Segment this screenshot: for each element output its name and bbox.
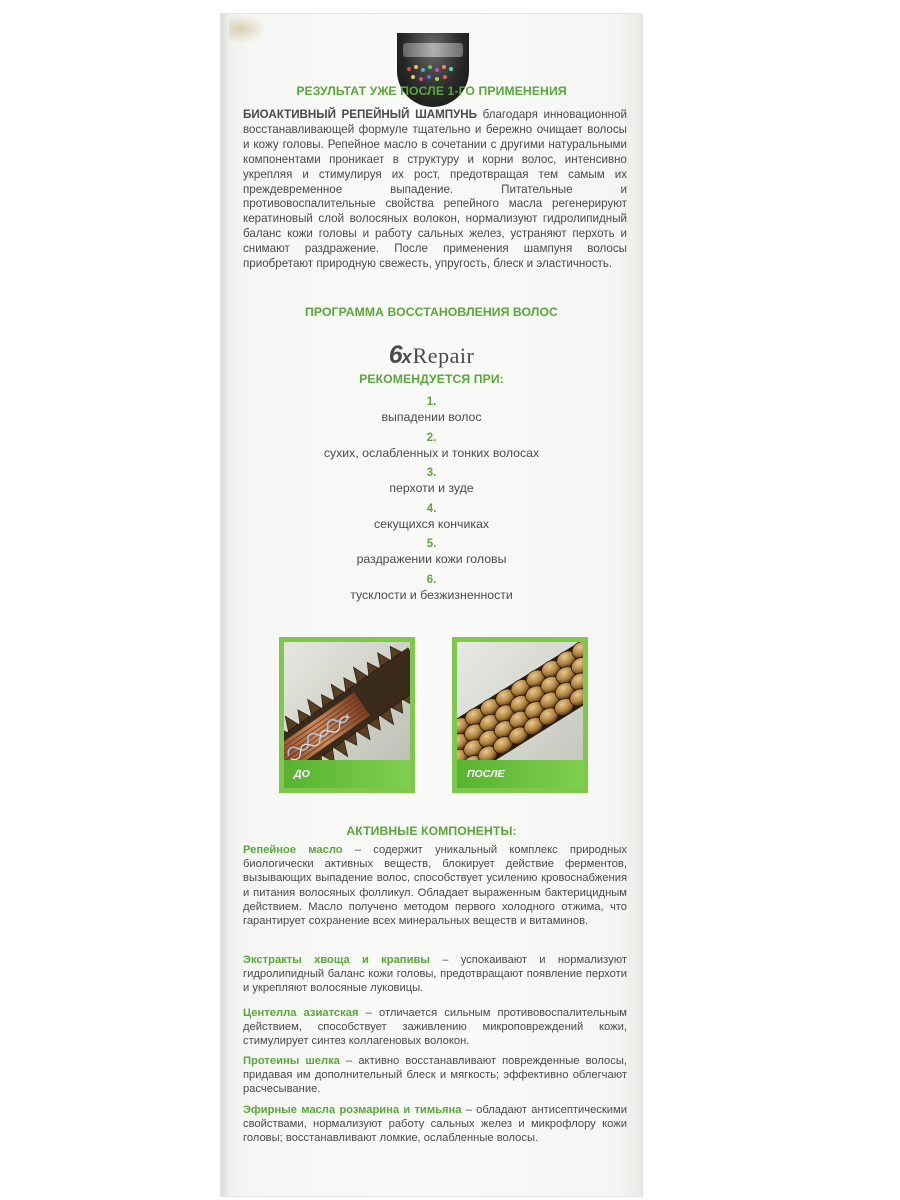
list-item-text: выпадении волос bbox=[381, 410, 482, 424]
result-heading: РЕЗУЛЬТАТ УЖЕ ПОСЛЕ 1-ГО ПРИМЕНЕНИЯ bbox=[296, 84, 567, 98]
intro-lead: БИОАКТИВНЫЙ РЕПЕЙНЫЙ ШАМПУНЬ bbox=[243, 108, 477, 121]
recommended-heading: РЕКОМЕНДУЕТСЯ ПРИ: bbox=[359, 372, 504, 386]
list-item-text: секущихся кончиках bbox=[374, 516, 489, 531]
box-top-mark bbox=[229, 14, 267, 44]
list-item-text: перхоти и зуде bbox=[389, 481, 474, 496]
component-text: – обладают антисептическими свойствами, нормализуют работу сальных желез и микрофлору кожи головы; восстанавливают ломкие, ослабленные волосы. bbox=[243, 1104, 627, 1145]
component-name: Центелла азиатская bbox=[243, 1007, 359, 1019]
after-hair-image bbox=[452, 637, 588, 793]
intro-body: благодаря инновационной восстанавливающей формуле тщательно и бережно очищает волосы и кожу головы. Репейное масло в сочетании с другими натуральными компонентами проникает в структуру и корни волос, интенсивно укрепляя и стимулируя их рост, предотвращая тем самым их преждевременное выпадение. Питательные и противовоспалительные свойства репейного масла регенерируют кератиновый слой волосяных волокон, нормализуют гидролипидный баланс кожи головы и работу сальных желез, устраняют перхоть и снимают раздражение. После применения шампуня волосы приобретают природную свежесть, упругость, блеск и эластичность. bbox=[243, 108, 627, 271]
list-item bbox=[221, 537, 642, 573]
hologram-dots bbox=[407, 65, 459, 85]
list-item bbox=[221, 431, 642, 467]
component-name: Протеины шелка bbox=[243, 1055, 340, 1067]
component-centella bbox=[243, 1006, 627, 1049]
components-heading: АКТИВНЫЕ КОМПОНЕНТЫ: bbox=[346, 824, 517, 838]
six-x-repair-logo: 6xRepair bbox=[388, 341, 475, 369]
product-box-back bbox=[221, 14, 642, 1196]
component-name: Репейное масло bbox=[243, 844, 343, 856]
component-name: Экстракты хвоща и крапивы bbox=[243, 954, 430, 966]
component-text: – активно восстанавливают поврежденные волосы, придавая им дополнительный блеск и мягкость; эффективно облегчают расчесывание. bbox=[243, 1055, 628, 1096]
after-label: ПОСЛЕ bbox=[457, 760, 583, 788]
list-item-number: 2. bbox=[426, 431, 437, 444]
before-label: ДО bbox=[284, 760, 410, 788]
list-item-text: раздражении кожи головы bbox=[356, 552, 507, 567]
list-item-number: 6. bbox=[426, 573, 437, 586]
list-item-text: тусклости и безжизненности bbox=[350, 587, 513, 602]
list-item bbox=[221, 466, 642, 502]
component-text: – содержит уникальный комплекс природных биологически активных веществ, блокирует действие ферментов, вызывающих выпадение волос, способствует усилению кровоснабжения и питания волосяных фолликул. Обладает выраженным бактерицидным действием. Масло получено методом первого холодного отжима, что гарантирует сохранение всех минеральных веществ и витаминов. bbox=[243, 844, 627, 928]
list-item bbox=[221, 502, 642, 538]
before-hair-image bbox=[279, 637, 415, 793]
list-item bbox=[221, 573, 642, 609]
list-item-number: 5. bbox=[426, 538, 437, 551]
hologram-stripe bbox=[403, 43, 463, 57]
list-item-text: сухих, ослабленных и тонких волосах bbox=[323, 445, 540, 460]
recommendation-list bbox=[221, 395, 642, 609]
list-item-number: 3. bbox=[426, 467, 437, 480]
component-essential-oils bbox=[243, 1103, 627, 1146]
list-item-number: 1. bbox=[426, 396, 437, 408]
component-name: Эфирные масла розмарина и тимьяна bbox=[243, 1104, 462, 1116]
component-text: – успокаивают и нормализуют гидролипидный баланс кожи головы, предотвращают появление перхоти и укрепляют волосяные луковицы. bbox=[243, 954, 627, 995]
component-burdock-oil bbox=[243, 843, 627, 928]
intro-paragraph bbox=[243, 108, 627, 272]
component-text: – отличается сильным противовоспалительным действием, способствует заживлению микроповреждений кожи, стимулирует синтез коллагеновых волокон. bbox=[243, 1007, 627, 1048]
component-silk-proteins bbox=[243, 1054, 627, 1097]
component-horsetail-nettle bbox=[243, 953, 627, 996]
program-heading: ПРОГРАММА ВОССТАНОВЛЕНИЯ ВОЛОС bbox=[305, 305, 558, 319]
list-item-number: 4. bbox=[426, 502, 437, 515]
list-item bbox=[221, 395, 642, 431]
